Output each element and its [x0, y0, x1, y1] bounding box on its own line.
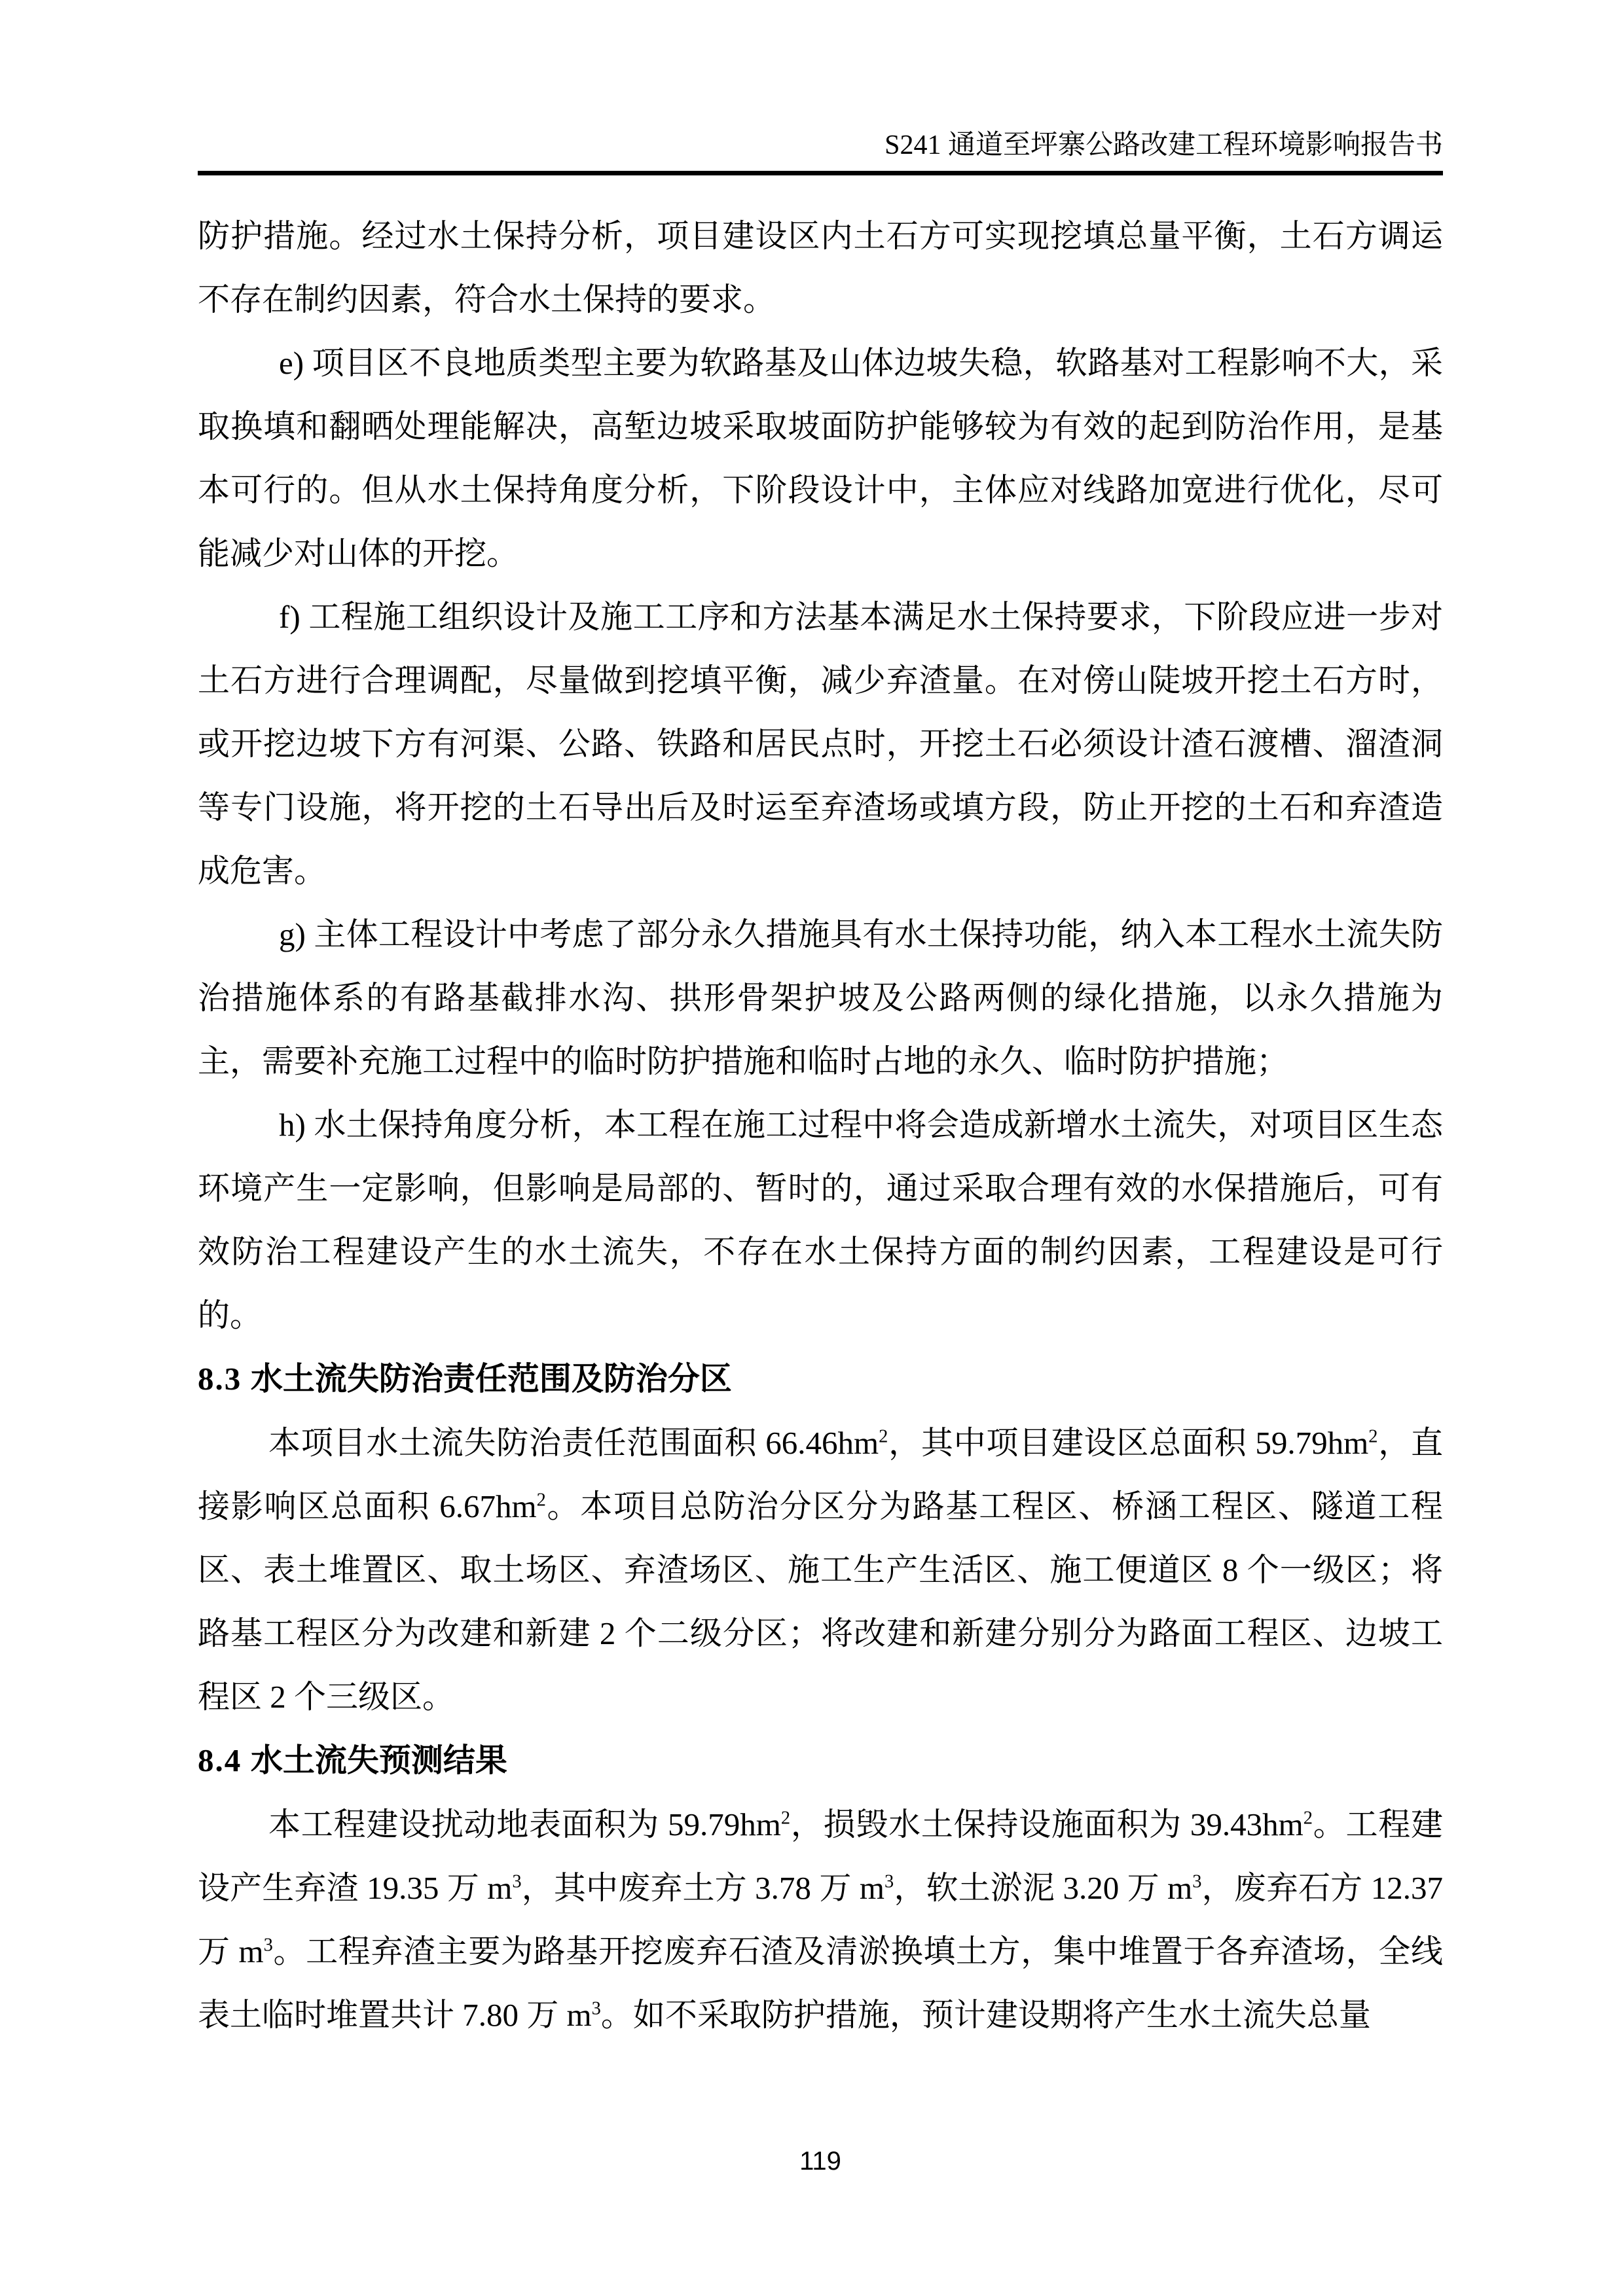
section-title: 水土流失防治责任范围及防治分区 [250, 1361, 732, 1397]
paragraph: 本项目水土流失防治责任范围面积 $66.46hm^2$，其中项目建设区总面积 $59.79hm^2$，直接影响区总面积 $6.67hm^2$。本项目总防治分区分为路基工程区、桥涵工程区、隧道工程区、表土堆置区、取土场区、弃渣场区、施工生产生活区、施工便道区 8 个一级区；将路基工程区分为改建和新建 2 个二级分区；将改建和新建分别分为路面工程区、边坡工程区 2 个三级区。 [198, 1425, 1443, 1715]
superscript: 3 [884, 1871, 894, 1892]
superscript: 3 [591, 1998, 601, 2019]
paragraph: 防护措施。经过水土保持分析，项目建设区内土石方可实现挖填总量平衡，土石方调运不存在制约因素，符合水土保持的要求。 [198, 218, 1443, 317]
section-heading [198, 1347, 1443, 1411]
superscript: 3 [263, 1935, 273, 1956]
section-number: 8.4 [198, 1742, 242, 1778]
superscript: 2 [879, 1426, 888, 1447]
paragraph: e) 项目区不良地质类型主要为软路基及山体边坡失稳，软路基对工程影响不大，采取换填和翻晒处理能解决，高堑边坡采取坡面防护能够较为有效的起到防治作用，是基本可行的。但从水土保持角度分析，下阶段设计中，主体应对线路加宽进行优化，尽可能减少对山体的开挖。 [198, 345, 1443, 571]
document-body [198, 204, 1443, 2047]
paragraph: 本工程建设扰动地表面积为 $59.79hm^2$，损毁水土保持设施面积为 $39.43hm^2$。工程建设产生弃渣 19.35 万 $m^3$，其中废弃土方 3.78 万 $m^3$，软土淤泥 3.20 万 $m^3$，废弃石方 12.37 万 $m^3$。工程弃渣主要为路基开挖废弃石渣及清淤换填土方，集中堆置于各弃渣场，全线表土临时堆置共计 7.80 万 $m^3$。如不采取防护措施，预计建设期将产生水土流失总量 [198, 1806, 1443, 2033]
paragraph: g) 主体工程设计中考虑了部分永久措施具有水土保持功能，纳入本工程水土流失防治措施体系的有路基截排水沟、拱形骨架护坡及公路两侧的绿化措施，以永久措施为主，需要补充施工过程中的临时防护措施和临时占地的永久、临时防护措施； [198, 916, 1443, 1079]
superscript: 2 [780, 1808, 791, 1829]
superscript: 2 [1303, 1808, 1313, 1829]
superscript: 3 [1192, 1871, 1202, 1892]
paragraph: h) 水土保持角度分析，本工程在施工过程中将会造成新增水土流失，对项目区生态环境产生一定影响，但影响是局部的、暂时的，通过采取合理有效的水保措施后，可有效防治工程建设产生的水土流失，不存在水土保持方面的制约因素，工程建设是可行的。 [198, 1107, 1443, 1333]
paragraph: f) 工程施工组织设计及施工工序和方法基本满足水土保持要求，下阶段应进一步对土石方进行合理调配，尽量做到挖填平衡，减少弃渣量。在对傍山陡坡开挖土石方时，或开挖边坡下方有河渠、公路、铁路和居民点时，开挖土石必须设计渣石渡槽、溜渣洞等专门设施，将开挖的土石导出后及时运至弃渣场或填方段，防止开挖的土石和弃渣造成危害。 [198, 599, 1443, 889]
section-heading [198, 1729, 1443, 1793]
superscript: 2 [1368, 1426, 1378, 1447]
section-title: 水土流失预测结果 [250, 1743, 507, 1778]
superscript: 2 [536, 1490, 546, 1511]
superscript: 3 [512, 1871, 522, 1892]
page-number: 119 [799, 2147, 841, 2176]
running-header: S241 通道至坪寨公路改建工程环境影响报告书 [884, 130, 1443, 160]
section-number: 8.3 [198, 1361, 242, 1397]
header-rule [198, 171, 1443, 175]
